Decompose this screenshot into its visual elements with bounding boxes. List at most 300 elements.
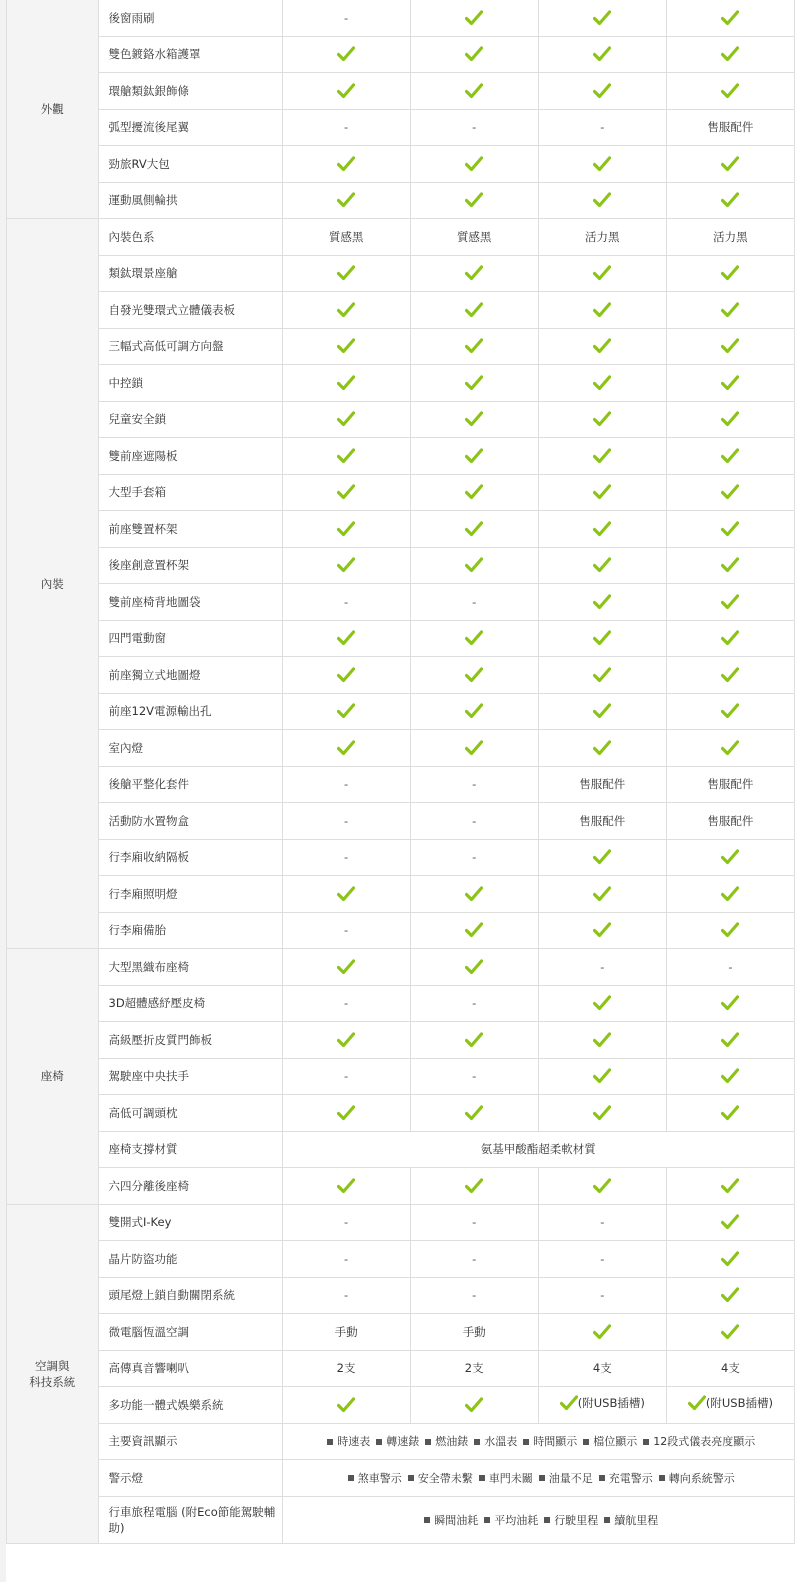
dash-value: - bbox=[344, 1069, 349, 1084]
value-text: 2支 bbox=[464, 1361, 484, 1376]
feature-label: 3D超體感紓壓皮椅 bbox=[108, 996, 206, 1011]
value-cell bbox=[282, 474, 410, 511]
table-row bbox=[7, 36, 795, 73]
value-cell bbox=[410, 292, 538, 329]
value-cell bbox=[666, 547, 794, 584]
value-cell bbox=[666, 1241, 794, 1278]
value-cell bbox=[410, 146, 538, 183]
item-list bbox=[418, 1514, 658, 1527]
square-bullet-icon bbox=[599, 1475, 605, 1481]
feature-label: 前座獨立式地圖燈 bbox=[108, 667, 201, 682]
feature-cell bbox=[98, 949, 282, 986]
check-icon bbox=[593, 740, 611, 756]
feature-cell bbox=[98, 1095, 282, 1132]
table-row bbox=[7, 839, 795, 876]
value-cell bbox=[538, 292, 666, 329]
value-cell bbox=[538, 839, 666, 876]
value-cell bbox=[666, 1204, 794, 1241]
value-cell bbox=[410, 1204, 538, 1241]
value-cell bbox=[538, 1204, 666, 1241]
check-icon bbox=[465, 922, 483, 938]
value-cell bbox=[410, 985, 538, 1022]
feature-cell bbox=[98, 985, 282, 1022]
check-icon bbox=[721, 995, 739, 1011]
value-cell bbox=[282, 730, 410, 767]
value-cell bbox=[538, 1241, 666, 1278]
value-cell bbox=[410, 511, 538, 548]
value-cell bbox=[282, 839, 410, 876]
value-cell bbox=[666, 1095, 794, 1132]
value-cell bbox=[666, 1168, 794, 1205]
dash-value: - bbox=[344, 923, 349, 938]
value-text: 手動 bbox=[462, 1324, 486, 1339]
feature-label: 多功能一體式娛樂系統 bbox=[108, 1397, 224, 1412]
dash-value: - bbox=[472, 1215, 477, 1230]
square-bullet-icon bbox=[544, 1517, 550, 1523]
table-row bbox=[7, 328, 795, 365]
check-icon bbox=[337, 1397, 355, 1413]
feature-label: 後窗雨刷 bbox=[108, 10, 155, 25]
list-item: 油量不足 bbox=[548, 1471, 593, 1485]
dash-value: - bbox=[344, 777, 349, 792]
table-row bbox=[7, 1168, 795, 1205]
check-icon bbox=[721, 740, 739, 756]
square-bullet-icon bbox=[484, 1517, 490, 1523]
table-row bbox=[7, 766, 795, 803]
dash-value: - bbox=[344, 594, 349, 609]
feature-label: 座椅支撐材質 bbox=[108, 1142, 178, 1157]
spec-comparison-table bbox=[6, 0, 795, 1544]
feature-label: 中控鎖 bbox=[108, 375, 143, 390]
list-item: 平均油耗 bbox=[494, 1513, 539, 1527]
check-icon bbox=[721, 1178, 739, 1194]
list-item: 充電警示 bbox=[608, 1471, 653, 1485]
check-icon bbox=[593, 375, 611, 391]
feature-cell bbox=[98, 912, 282, 949]
table-row bbox=[7, 1058, 795, 1095]
dash-value: - bbox=[472, 850, 477, 865]
check-icon bbox=[721, 849, 739, 865]
table-row bbox=[7, 949, 795, 986]
check-icon bbox=[593, 922, 611, 938]
check-icon bbox=[465, 46, 483, 62]
merged-list-cell bbox=[282, 1423, 794, 1460]
check-icon bbox=[721, 922, 739, 938]
check-icon bbox=[465, 302, 483, 318]
check-icon bbox=[721, 1068, 739, 1084]
feature-label: 雙前座遮陽板 bbox=[108, 448, 178, 463]
value-cell bbox=[538, 912, 666, 949]
table-row bbox=[7, 0, 795, 36]
feature-cell bbox=[98, 876, 282, 913]
table-row bbox=[7, 584, 795, 621]
value-cell bbox=[538, 1022, 666, 1059]
check-icon bbox=[593, 411, 611, 427]
feature-label: 行李廂備胎 bbox=[108, 923, 166, 938]
check-icon bbox=[721, 83, 739, 99]
table-row bbox=[7, 876, 795, 913]
value-cell bbox=[410, 474, 538, 511]
value-text: 4支 bbox=[592, 1361, 612, 1376]
check-icon bbox=[465, 886, 483, 902]
feature-cell bbox=[98, 839, 282, 876]
value-cell bbox=[538, 1168, 666, 1205]
check-icon bbox=[465, 448, 483, 464]
list-item: 檔位顯示 bbox=[593, 1435, 638, 1449]
check-icon bbox=[721, 338, 739, 354]
square-bullet-icon bbox=[523, 1439, 529, 1445]
feature-label: 六四分離後座椅 bbox=[108, 1178, 189, 1193]
table-row bbox=[7, 109, 795, 146]
dash-value: - bbox=[472, 1251, 477, 1266]
value-cell bbox=[410, 401, 538, 438]
feature-label: 前座雙置杯架 bbox=[108, 521, 178, 536]
dash-value: - bbox=[728, 959, 733, 974]
feature-label: 大型手套箱 bbox=[108, 485, 166, 500]
check-icon bbox=[721, 375, 739, 391]
table-row bbox=[7, 985, 795, 1022]
feature-cell bbox=[98, 474, 282, 511]
value-cell bbox=[282, 1350, 410, 1387]
value-cell bbox=[538, 949, 666, 986]
dash-value: - bbox=[472, 1069, 477, 1084]
dash-value: - bbox=[600, 1215, 605, 1230]
dash-value: - bbox=[344, 850, 349, 865]
value-cell bbox=[282, 985, 410, 1022]
feature-label: 兒童安全鎖 bbox=[108, 412, 166, 427]
list-item: 時速表 bbox=[337, 1435, 371, 1449]
value-cell bbox=[666, 1022, 794, 1059]
table-row bbox=[7, 1387, 795, 1424]
check-icon bbox=[465, 703, 483, 719]
value-text: 2支 bbox=[336, 1361, 356, 1376]
check-icon bbox=[593, 594, 611, 610]
value-cell bbox=[538, 36, 666, 73]
feature-cell bbox=[98, 109, 282, 146]
value-with-check bbox=[688, 1395, 773, 1411]
feature-cell bbox=[98, 1314, 282, 1351]
dash-value: - bbox=[344, 10, 349, 25]
value-cell bbox=[410, 1095, 538, 1132]
table-row bbox=[7, 511, 795, 548]
value-cell bbox=[410, 1058, 538, 1095]
value-cell bbox=[666, 803, 794, 840]
check-icon bbox=[593, 1105, 611, 1121]
table-row bbox=[7, 803, 795, 840]
value-cell bbox=[410, 1168, 538, 1205]
check-icon bbox=[465, 83, 483, 99]
check-icon bbox=[721, 594, 739, 610]
table-row bbox=[7, 146, 795, 183]
value-cell bbox=[282, 328, 410, 365]
category-label-line: 空調與 bbox=[35, 1358, 70, 1373]
check-icon bbox=[465, 10, 483, 26]
feature-cell bbox=[98, 1131, 282, 1168]
check-icon bbox=[465, 521, 483, 537]
value-cell bbox=[282, 73, 410, 110]
value-cell bbox=[666, 328, 794, 365]
value-cell bbox=[538, 766, 666, 803]
check-icon bbox=[721, 521, 739, 537]
value-cell bbox=[538, 365, 666, 402]
square-bullet-icon bbox=[539, 1475, 545, 1481]
value-cell bbox=[666, 766, 794, 803]
value-cell bbox=[282, 0, 410, 36]
check-icon bbox=[721, 1324, 739, 1340]
table-row bbox=[7, 219, 795, 256]
check-icon bbox=[721, 1214, 739, 1230]
dash-value: - bbox=[344, 120, 349, 135]
value-cell bbox=[410, 547, 538, 584]
feature-cell bbox=[98, 1204, 282, 1241]
check-icon bbox=[593, 557, 611, 573]
value-cell bbox=[282, 1204, 410, 1241]
check-icon bbox=[465, 484, 483, 500]
square-bullet-icon bbox=[659, 1475, 665, 1481]
value-cell bbox=[538, 1277, 666, 1314]
check-icon bbox=[593, 484, 611, 500]
table-row bbox=[7, 1095, 795, 1132]
value-cell bbox=[666, 219, 794, 256]
check-icon bbox=[721, 630, 739, 646]
check-icon bbox=[721, 1251, 739, 1267]
feature-cell bbox=[98, 730, 282, 767]
check-icon bbox=[337, 703, 355, 719]
value-text: 售服配件 bbox=[579, 777, 626, 792]
check-icon bbox=[337, 667, 355, 683]
value-cell bbox=[538, 182, 666, 219]
value-cell bbox=[666, 730, 794, 767]
check-icon bbox=[337, 411, 355, 427]
value-cell bbox=[282, 547, 410, 584]
value-note: (附USB插槽) bbox=[705, 1396, 773, 1411]
merged-list-cell bbox=[282, 1460, 794, 1497]
value-cell bbox=[410, 219, 538, 256]
table-row bbox=[7, 1241, 795, 1278]
check-icon bbox=[337, 83, 355, 99]
value-cell bbox=[666, 401, 794, 438]
value-cell bbox=[282, 1277, 410, 1314]
value-cell bbox=[410, 0, 538, 36]
value-text: 售服配件 bbox=[707, 777, 754, 792]
value-cell bbox=[666, 182, 794, 219]
feature-label: 行李廂收納隔板 bbox=[108, 850, 189, 865]
table-row bbox=[7, 365, 795, 402]
category-cell bbox=[7, 949, 99, 1205]
value-cell bbox=[282, 109, 410, 146]
merged-value-cell bbox=[282, 1131, 794, 1168]
list-item: 煞車警示 bbox=[357, 1471, 402, 1485]
feature-cell bbox=[98, 766, 282, 803]
check-icon bbox=[337, 557, 355, 573]
square-bullet-icon bbox=[376, 1439, 382, 1445]
check-icon bbox=[593, 703, 611, 719]
value-cell bbox=[538, 474, 666, 511]
value-cell bbox=[666, 1387, 794, 1424]
check-icon bbox=[593, 302, 611, 318]
value-cell bbox=[282, 949, 410, 986]
feature-label: 三幅式高低可調方向盤 bbox=[108, 339, 224, 354]
check-icon bbox=[593, 265, 611, 281]
check-icon bbox=[337, 156, 355, 172]
table-row bbox=[7, 1022, 795, 1059]
dash-value: - bbox=[472, 777, 477, 792]
category-label: 外觀 bbox=[40, 102, 64, 116]
feature-cell bbox=[98, 657, 282, 694]
check-icon bbox=[721, 1105, 739, 1121]
check-icon bbox=[721, 192, 739, 208]
feature-cell bbox=[98, 401, 282, 438]
square-bullet-icon bbox=[479, 1475, 485, 1481]
list-item: 轉速錶 bbox=[386, 1435, 420, 1449]
value-text: 活力黑 bbox=[713, 229, 748, 244]
dash-value: - bbox=[344, 813, 349, 828]
spec-table-body bbox=[7, 0, 795, 1543]
value-cell bbox=[410, 1277, 538, 1314]
merged-list-cell bbox=[282, 1496, 794, 1543]
table-row bbox=[7, 1460, 795, 1497]
value-cell bbox=[282, 511, 410, 548]
value-cell bbox=[282, 584, 410, 621]
list-item: 瞬間油耗 bbox=[434, 1513, 479, 1527]
feature-label: 高級壓折皮質門飾板 bbox=[108, 1032, 212, 1047]
feature-cell bbox=[98, 1241, 282, 1278]
list-item: 水溫表 bbox=[484, 1435, 518, 1449]
value-cell bbox=[538, 693, 666, 730]
check-icon bbox=[721, 448, 739, 464]
check-icon bbox=[337, 1105, 355, 1121]
table-row bbox=[7, 182, 795, 219]
feature-label: 勁旅RV大包 bbox=[108, 156, 170, 171]
square-bullet-icon bbox=[583, 1439, 589, 1445]
table-row bbox=[7, 474, 795, 511]
square-bullet-icon bbox=[474, 1439, 480, 1445]
dash-value: - bbox=[600, 1251, 605, 1266]
square-bullet-icon bbox=[327, 1439, 333, 1445]
feature-cell bbox=[98, 1277, 282, 1314]
value-cell bbox=[538, 73, 666, 110]
item-list bbox=[321, 1435, 755, 1448]
value-cell bbox=[666, 1314, 794, 1351]
table-row bbox=[7, 730, 795, 767]
feature-label: 雙前座椅背地圖袋 bbox=[108, 594, 201, 609]
table-row bbox=[7, 1496, 795, 1543]
feature-label: 前座12V電源輸出孔 bbox=[108, 704, 212, 719]
value-cell bbox=[538, 511, 666, 548]
value-cell bbox=[410, 803, 538, 840]
check-icon bbox=[721, 156, 739, 172]
feature-label: 駕駛座中央扶手 bbox=[108, 1069, 189, 1084]
check-icon bbox=[593, 338, 611, 354]
list-item: 時間顯示 bbox=[533, 1435, 578, 1449]
feature-cell bbox=[98, 803, 282, 840]
value-cell bbox=[282, 292, 410, 329]
check-icon bbox=[721, 302, 739, 318]
list-item: 車門未關 bbox=[488, 1471, 533, 1485]
feature-cell bbox=[98, 328, 282, 365]
value-cell bbox=[666, 0, 794, 36]
value-cell bbox=[282, 766, 410, 803]
value-cell bbox=[538, 146, 666, 183]
table-row bbox=[7, 292, 795, 329]
table-row bbox=[7, 620, 795, 657]
value-cell bbox=[538, 1350, 666, 1387]
feature-cell bbox=[98, 219, 282, 256]
feature-cell bbox=[98, 1496, 282, 1543]
table-row bbox=[7, 1204, 795, 1241]
value-cell bbox=[282, 1387, 410, 1424]
check-icon bbox=[721, 1032, 739, 1048]
table-row bbox=[7, 401, 795, 438]
check-icon bbox=[721, 1287, 739, 1303]
check-icon bbox=[337, 886, 355, 902]
check-icon bbox=[465, 740, 483, 756]
value-cell bbox=[282, 1022, 410, 1059]
square-bullet-icon bbox=[643, 1439, 649, 1445]
feature-cell bbox=[98, 1460, 282, 1497]
feature-cell bbox=[98, 1387, 282, 1424]
value-cell bbox=[282, 657, 410, 694]
feature-label: 活動防水置物盒 bbox=[108, 813, 189, 828]
value-cell bbox=[538, 876, 666, 913]
value-cell bbox=[666, 1350, 794, 1387]
feature-cell bbox=[98, 1168, 282, 1205]
check-icon bbox=[337, 521, 355, 537]
value-cell bbox=[410, 1314, 538, 1351]
feature-cell bbox=[98, 146, 282, 183]
feature-label: 後艙平整化套件 bbox=[108, 777, 189, 792]
feature-label: 晶片防盜功能 bbox=[108, 1251, 178, 1266]
check-icon bbox=[593, 83, 611, 99]
check-icon bbox=[593, 886, 611, 902]
value-cell bbox=[538, 0, 666, 36]
value-cell bbox=[538, 1387, 666, 1424]
table-row bbox=[7, 1131, 795, 1168]
dash-value: - bbox=[600, 959, 605, 974]
value-cell bbox=[410, 730, 538, 767]
feature-cell bbox=[98, 73, 282, 110]
value-cell bbox=[282, 219, 410, 256]
check-icon bbox=[721, 46, 739, 62]
value-cell bbox=[282, 1095, 410, 1132]
table-row bbox=[7, 438, 795, 475]
value-cell bbox=[282, 803, 410, 840]
check-icon bbox=[721, 703, 739, 719]
value-cell bbox=[282, 693, 410, 730]
value-cell bbox=[538, 109, 666, 146]
value-cell bbox=[666, 109, 794, 146]
value-cell bbox=[666, 474, 794, 511]
feature-label: 警示燈 bbox=[108, 1470, 143, 1485]
feature-cell bbox=[98, 693, 282, 730]
dash-value: - bbox=[344, 1251, 349, 1266]
table-row bbox=[7, 547, 795, 584]
check-icon bbox=[337, 338, 355, 354]
value-cell bbox=[410, 36, 538, 73]
feature-cell bbox=[98, 438, 282, 475]
dash-value: - bbox=[600, 120, 605, 135]
dash-value: - bbox=[472, 120, 477, 135]
value-cell bbox=[538, 328, 666, 365]
value-text: 手動 bbox=[334, 1324, 358, 1339]
feature-cell bbox=[98, 1022, 282, 1059]
table-row bbox=[7, 1277, 795, 1314]
check-icon bbox=[465, 338, 483, 354]
table-row bbox=[7, 1350, 795, 1387]
category-cell bbox=[7, 219, 99, 949]
feature-label: 雙開式I-Key bbox=[108, 1215, 172, 1230]
value-cell bbox=[410, 255, 538, 292]
